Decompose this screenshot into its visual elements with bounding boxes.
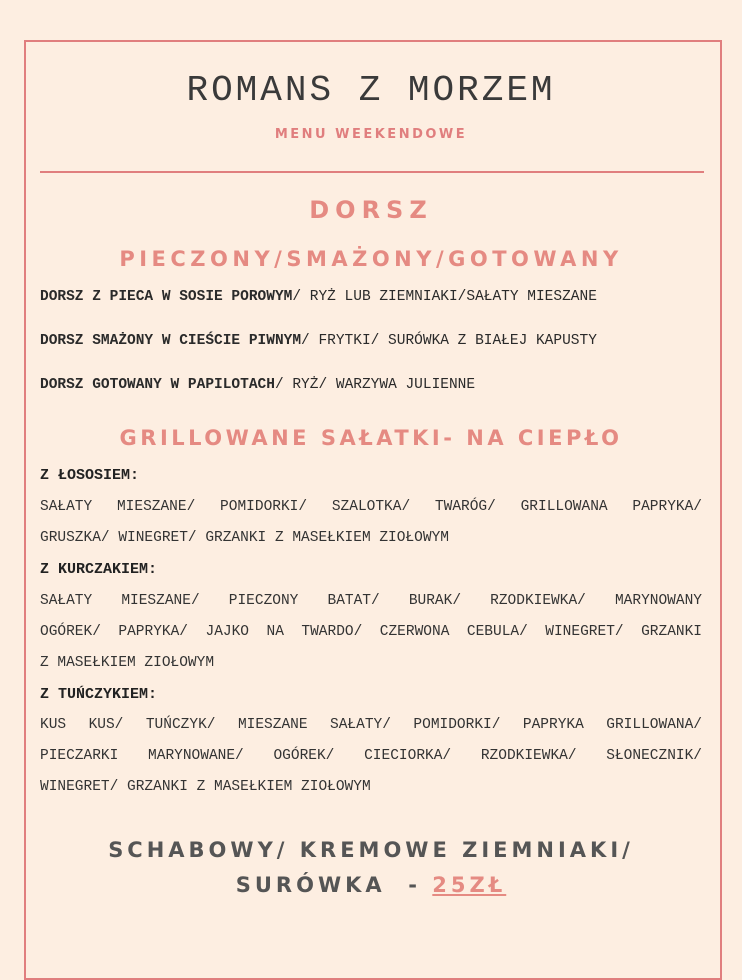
section-subtitle-cooking-methods: PIECZONY/SMAŻONY/GOTOWANY	[119, 247, 623, 271]
salad-ingredients-line: WINEGRET/ GRZANKI Z MASEŁKIEM ZIOŁOWYM	[40, 779, 371, 795]
dish-name: DORSZ SMAŻONY W CIEŚCIE PIWNYM	[40, 333, 302, 349]
salad-label-tuna: Z TUŃCZYKIEM:	[40, 686, 158, 703]
salad-ingredients-line: SAŁATY MIESZANE/ PIECZONY BATAT/ BURAK/ RZODKIEWKA/ MARYNOWANY	[40, 593, 702, 609]
salad-ingredients-line: PIECZARKI MARYNOWANE/ OGÓREK/ CIECIORKA/ RZODKIEWKA/ SŁONECZNIK/	[40, 748, 702, 764]
dish-sides: / RYŻ/ WARZYWA JULIENNE	[274, 377, 476, 393]
dish-item	[40, 333, 597, 349]
special-dish-price: 25ZŁ	[432, 873, 507, 897]
dish-name: DORSZ Z PIECA W SOSIE POROWYM	[40, 289, 293, 305]
special-dish-line-1: SCHABOWY/ KREMOWE ZIEMNIAKI/	[108, 838, 634, 862]
salad-ingredients-line: GRUSZKA/ WINEGRET/ GRZANKI Z MASEŁKIEM ZIOŁOWYM	[40, 530, 449, 546]
section-title-dorsz: DORSZ	[309, 196, 433, 224]
special-dish-sides: SURÓWKA -	[235, 873, 433, 897]
salad-ingredients-line: KUS KUS/ TUŃCZYK/ MIESZANE SAŁATY/ POMIDORKI/ PAPRYKA GRILLOWANA/	[40, 717, 702, 733]
salad-label-chicken: Z KURCZAKIEM:	[40, 561, 158, 578]
divider	[40, 171, 704, 173]
salad-ingredients-line: Z MASEŁKIEM ZIOŁOWYM	[40, 655, 215, 671]
salad-ingredients-line: OGÓREK/ PAPRYKA/ JAJKO NA TWARDO/ CZERWONA CEBULA/ WINEGRET/ GRZANKI	[40, 624, 702, 640]
menu-subtitle: MENU WEEKENDOWE	[274, 127, 468, 142]
section-title-grilled-salads: GRILLOWANE SAŁATKI- NA CIEPŁO	[119, 426, 623, 450]
salad-label-salmon: Z ŁOSOSIEM:	[40, 467, 140, 484]
dish-name: DORSZ GOTOWANY W PAPILOTACH	[40, 377, 275, 393]
dish-sides: / RYŻ LUB ZIEMNIAKI/SAŁATY MIESZANE	[292, 289, 597, 305]
dish-item	[40, 289, 597, 305]
special-dish-line-2	[0, 873, 742, 897]
salad-ingredients-line: SAŁATY MIESZANE/ POMIDORKI/ SZALOTKA/ TWARÓG/ GRILLOWANA PAPRYKA/	[40, 499, 702, 515]
dish-item	[40, 377, 475, 393]
restaurant-title: ROMANS Z MORZEM	[186, 70, 556, 111]
dish-sides: / FRYTKI/ SURÓWKA Z BIAŁEJ KAPUSTY	[301, 333, 597, 349]
